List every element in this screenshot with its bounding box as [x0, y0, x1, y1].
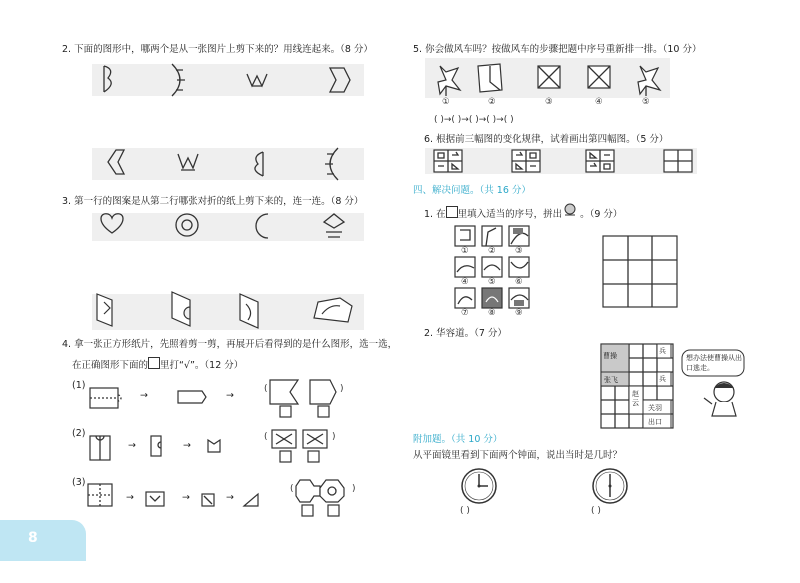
clock-1-answer[interactable]: ( )	[460, 506, 470, 516]
q2-text: 2. 下面的图形中，哪两个是从一张图片上剪下来的？用线连起来。（8 分）	[62, 44, 373, 55]
q4-label-1: (1)	[72, 380, 86, 391]
q5-text: 5. 你会做风车吗？按做风车的步骤把题中序号重新排一排。（10 分）	[413, 44, 702, 55]
tile-num-1: ①	[461, 246, 469, 256]
q4-paren-1a: (	[264, 384, 268, 394]
q4-arrow-2b: →	[183, 440, 191, 451]
q4-arrow-2a: →	[128, 440, 136, 451]
q5-num-2: ②	[488, 97, 496, 107]
q5-answer-line[interactable]: ( )→( )→( )→( )→( )	[434, 115, 514, 125]
q5-num-1: ①	[442, 97, 450, 107]
tile-num-8: ⑧	[488, 308, 496, 318]
clock-2-answer[interactable]: ( )	[591, 506, 601, 516]
cell-guanyu: 关羽	[648, 404, 662, 412]
q5-num-4: ④	[595, 97, 603, 107]
clock-2-icon	[593, 469, 627, 503]
bubble-text: 想办法使曹操从出口逃走。	[686, 354, 742, 372]
tile-num-5: ⑤	[488, 277, 496, 287]
p2-text: 2. 华容道。（7 分）	[424, 328, 507, 339]
cell-zhangfei: 张飞	[604, 376, 618, 384]
page-number: 8	[28, 530, 38, 546]
q4-arrow-3a: →	[126, 492, 134, 503]
q4-paren-3a: (	[290, 484, 294, 494]
q4-paren-2b: )	[332, 432, 336, 442]
p1-text: 1. 在 里填入适当的序号，拼出 。（9 分）	[424, 203, 622, 220]
q4-arrow-3c: →	[226, 492, 234, 503]
tile-num-6: ⑥	[515, 277, 523, 287]
q4-paren-2a: (	[264, 432, 268, 442]
cell-zhaoyun: 赵云	[632, 390, 639, 407]
section-4-title: 四、解决问题。（共 16 分）	[413, 185, 531, 196]
tile-num-3: ③	[515, 246, 523, 256]
q5-num-3: ③	[545, 97, 553, 107]
cell-bing-1: 兵	[659, 347, 666, 355]
tile-num-4: ④	[461, 277, 469, 287]
q5-num-5: ⑤	[642, 97, 650, 107]
clock-1-icon	[462, 469, 496, 503]
tile-num-9: ⑨	[515, 308, 523, 318]
q4-arrow-3b: →	[182, 492, 190, 503]
q4-arrow-1a: →	[140, 390, 148, 401]
q4-text-line1: 4. 拿一张正方形纸片，先照着剪一剪，再展开后看得到的是什么图形，选一选，	[62, 339, 398, 350]
bonus-text: 从平面镜里看到下面两个钟面，说出当时是几时？	[413, 450, 623, 461]
bonus-title: 附加题。（共 10 分）	[413, 434, 503, 445]
q4-label-2: (2)	[72, 428, 86, 439]
q4-arrow-1b: →	[226, 390, 234, 401]
q6-text: 6. 根据前三幅图的变化规律，试着画出第四幅图。（5 分）	[424, 134, 669, 145]
q4-text-line2: 在正确图形下面的 里打“√”。（12 分）	[72, 357, 243, 371]
cell-bing-2: 兵	[659, 375, 666, 383]
cell-caocao: 曹操	[603, 352, 617, 360]
cell-exit: 出口	[648, 418, 662, 426]
tile-num-7: ⑦	[461, 308, 469, 318]
q4-paren-1b: )	[340, 384, 344, 394]
q4-label-3: (3)	[72, 477, 86, 488]
tile-num-2: ②	[488, 246, 496, 256]
q3-text: 3. 第一行的图案是从第二行哪张对折的纸上剪下来的，连一连。（8 分）	[62, 196, 364, 207]
q4-paren-3b: )	[352, 484, 356, 494]
